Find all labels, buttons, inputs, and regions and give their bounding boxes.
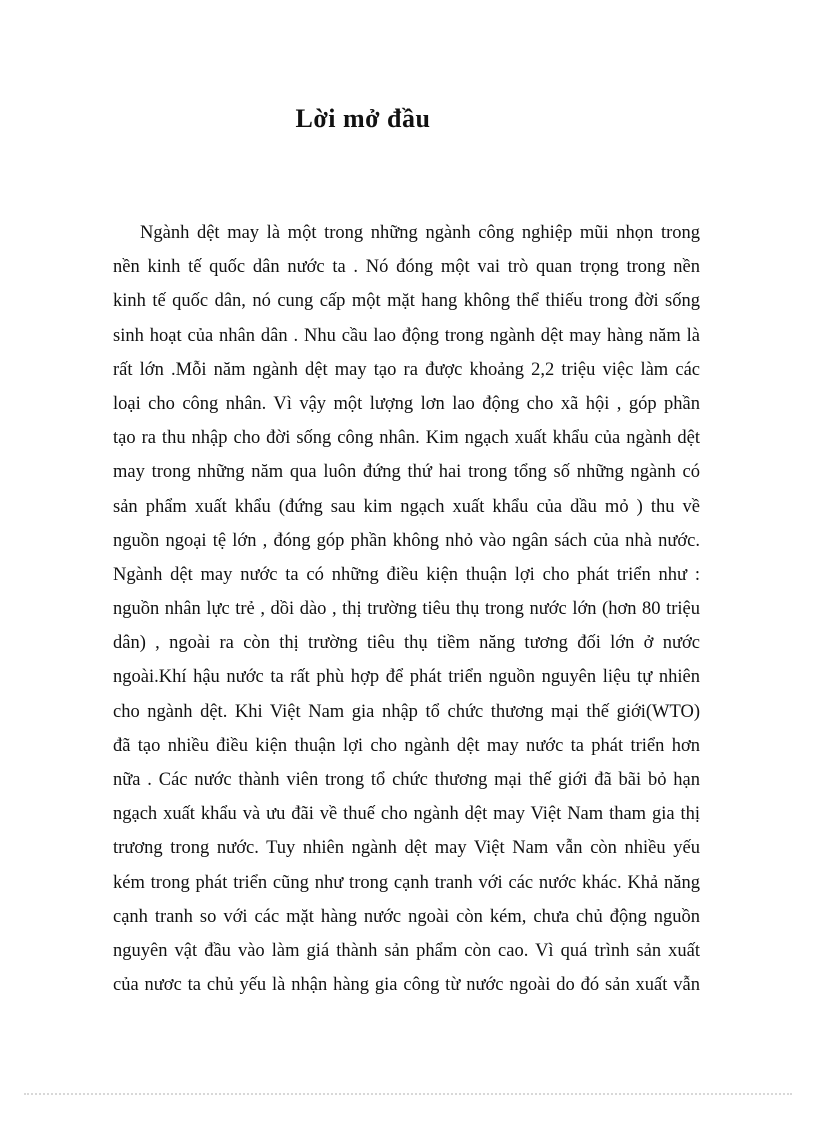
text-line: Ngành dệt may nước ta có những điều kiện thuận lợi cho phát triển như : [113, 564, 700, 585]
text-line: cạnh tranh so với các mặt hàng nước ngoài còn kém, chưa chủ động nguồn [113, 906, 700, 927]
body-paragraph [113, 216, 700, 1002]
text-line: dân) , ngoài ra còn thị trường tiêu thụ tiềm năng tương đối lớn ở nước [113, 633, 700, 654]
page-bottom-divider [24, 1093, 792, 1095]
text-line: cho ngành dệt. Khi Việt Nam gia nhập tổ chức thương mại thế giới(WTO) [113, 701, 700, 722]
text-line: kém trong phát triển cũng như trong cạnh tranh với các nước khác. Khả năng [113, 872, 700, 893]
text-line: nguyên vật đầu vào làm giá thành sản phẩm còn cao. Vì quá trình sản xuất [113, 940, 700, 961]
text-line: đã tạo nhiều điều kiện thuận lợi cho ngành dệt may nước ta phát triển hơn [113, 735, 700, 756]
text-line: trương trong nước. Tuy nhiên ngành dệt may Việt Nam vẫn còn nhiều yếu [113, 838, 700, 859]
text-line: nguồn ngoại tệ lớn , đóng góp phần không nhỏ vào ngân sách của nhà nước. [113, 530, 700, 551]
text-line: của nươc ta chủ yếu là nhận hàng gia công từ nước ngoài do đó sản xuất vẫn [113, 975, 700, 996]
text-line: sinh hoạt của nhân dân . Nhu cầu lao động trong ngành dệt may hàng năm là [113, 325, 700, 346]
document-title: Lời mở đầu [295, 104, 431, 133]
text-line: rất lớn .Mỗi năm ngành dệt may tạo ra được khoảng 2,2 triệu việc làm các [113, 359, 700, 380]
text-line: sản phẩm xuất khẩu (đứng sau kim ngạch xuất khẩu của dầu mỏ ) thu về [113, 496, 700, 517]
text-line: may trong những năm qua luôn đứng thứ hai trong tổng số những ngành có [113, 462, 700, 483]
text-line: nữa . Các nước thành viên trong tổ chức thương mại thế giới đã bãi bỏ hạn [113, 770, 700, 790]
text-line: tạo ra thu nhập cho đời sống công nhân. Kim ngạch xuất khẩu của ngành dệt [113, 428, 700, 449]
text-line: nguồn nhân lực trẻ , dồi dào , thị trường tiêu thụ trong nước lớn (hơn 80 triệu [113, 599, 700, 620]
text-line: nền kinh tế quốc dân nước ta . Nó đóng một vai trò quan trọng trong nền [113, 257, 700, 278]
text-line: loại cho công nhân. Vì vậy một lượng lơn lao động cho xã hội , góp phần [113, 393, 700, 414]
text-line: kinh tế quốc dân, nó cung cấp một mặt hang không thể thiếu trong đời sống [113, 291, 700, 312]
text-line: Ngành dệt may là một trong những ngành công nghiệp mũi nhọn trong [140, 223, 700, 243]
text-line: ngạch xuất khẩu và ưu đãi về thuế cho ngành dệt may Việt Nam tham gia thị [113, 804, 700, 825]
text-line: ngoài.Khí hậu nước ta rất phù hợp để phát triển nguồn nguyên liệu tự nhiên [113, 667, 700, 688]
